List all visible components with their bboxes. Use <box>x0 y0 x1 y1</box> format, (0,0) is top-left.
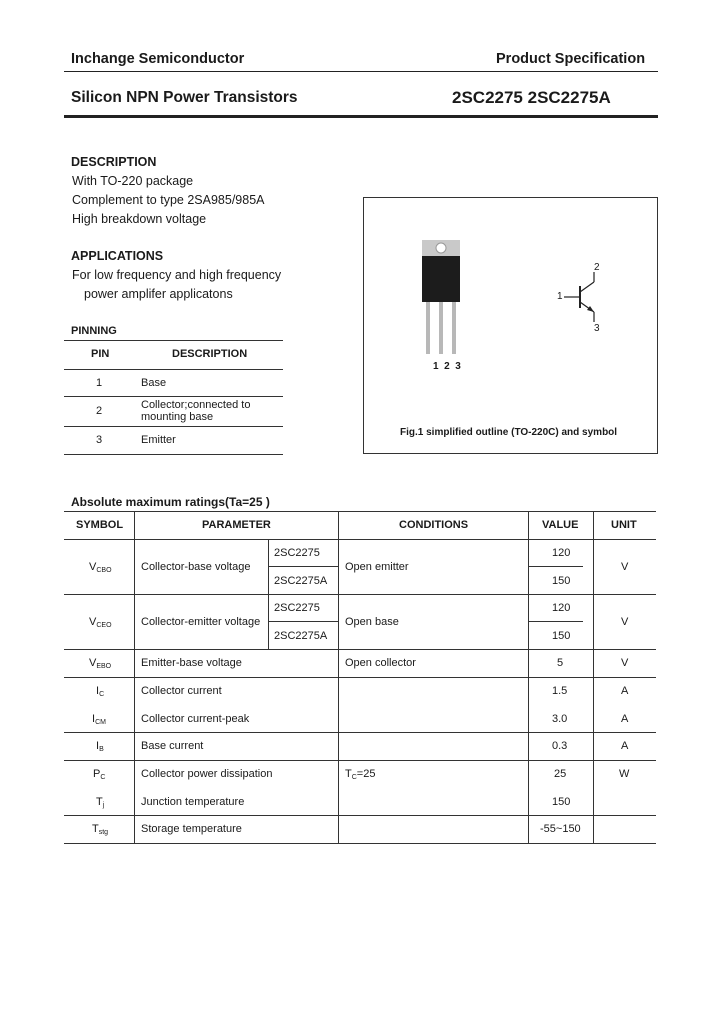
ratings-rule <box>528 566 583 567</box>
pin-description: Base <box>141 377 167 389</box>
pinning-rule <box>64 340 283 341</box>
value-cell: 3.0 <box>552 713 568 725</box>
parameter-cell: Collector current-peak <box>141 713 250 725</box>
part-numbers: 2SC2275 2SC2275A <box>452 88 611 107</box>
value-cell: 150 <box>552 575 571 587</box>
pinning-header-desc: DESCRIPTION <box>172 348 248 360</box>
unit-cell: A <box>621 713 629 725</box>
applications-title: APPLICATIONS <box>71 249 164 263</box>
applications-line: For low frequency and high frequency <box>72 268 282 282</box>
ratings-rule <box>64 843 656 844</box>
symbol-base-label: 1 <box>557 291 563 302</box>
description-title: DESCRIPTION <box>71 155 157 169</box>
conditions-cell: Open emitter <box>345 561 409 573</box>
ratings-rule <box>64 677 656 678</box>
description-item: Complement to type 2SA985/985A <box>72 193 265 207</box>
variant-cell: 2SC2275 <box>274 547 320 559</box>
pinning-title: PINNING <box>71 325 117 337</box>
ratings-rule <box>64 539 656 540</box>
pinning-rule <box>64 369 283 370</box>
value-cell: 150 <box>552 796 571 808</box>
ratings-col-rule <box>528 511 529 843</box>
value-cell: 0.3 <box>552 740 568 752</box>
parameter-cell: Collector current <box>141 685 222 697</box>
ratings-col-rule <box>338 511 339 843</box>
company-name: Inchange Semiconductor <box>71 51 245 67</box>
symbol-cell: $V_{CEO}$ <box>89 616 112 629</box>
description-item: With TO-220 package <box>72 174 194 188</box>
unit-cell: W <box>619 768 630 780</box>
figure-caption: Fig.1 simplified outline (TO-220C) and symbol <box>400 427 618 438</box>
value-cell: 120 <box>552 602 571 614</box>
header-rule-bottom <box>64 115 658 118</box>
value-cell: -55~150 <box>540 823 581 835</box>
symbol-emitter-label: 3 <box>594 323 600 334</box>
symbol-cell: $I_{CM}$ <box>92 713 106 726</box>
parameter-cell: Collector power dissipation <box>141 768 273 780</box>
ratings-rule <box>64 760 656 761</box>
doc-type: Product Specification <box>496 51 646 67</box>
figure-box <box>363 197 658 454</box>
pinning-rule <box>64 454 283 455</box>
pin-description: Emitter <box>141 434 176 446</box>
conditions-cell: Open collector <box>345 657 416 669</box>
symbol-cell: $P_C$ <box>93 768 106 781</box>
parameter-cell: Junction temperature <box>141 796 245 808</box>
ratings-rule <box>64 815 656 816</box>
symbol-cell: $V_{CBO}$ <box>89 561 112 574</box>
ratings-rule <box>64 649 656 650</box>
ratings-col-rule <box>268 539 269 649</box>
pin-description-cont: mounting base <box>141 411 214 423</box>
ratings-header-symbol: SYMBOL <box>76 519 124 531</box>
ratings-header-value: VALUE <box>542 519 579 531</box>
ratings-rule <box>64 732 656 733</box>
ratings-header-conditions: CONDITIONS <box>399 519 469 531</box>
unit-cell: A <box>621 685 629 697</box>
pin-description: Collector;connected to <box>141 399 251 411</box>
variant-cell: 2SC2275A <box>274 630 328 642</box>
unit-cell: V <box>621 657 629 669</box>
parameter-cell: Base current <box>141 740 204 752</box>
conditions-cell: $T_C=25$ <box>345 768 376 781</box>
symbol-cell: $T_j$ <box>96 796 105 809</box>
symbol-collector-label: 2 <box>594 262 600 273</box>
symbol-cell: $I_C$ <box>96 685 105 698</box>
symbol-cell: $V_{EBO}$ <box>89 657 112 670</box>
pin-number: 3 <box>96 434 103 446</box>
ratings-col-rule <box>593 511 594 843</box>
ratings-header-unit: UNIT <box>611 519 637 531</box>
pinning-rule <box>64 426 283 427</box>
pinning-rule <box>64 396 283 397</box>
ratings-rule <box>64 511 656 512</box>
description-item: High breakdown voltage <box>72 212 207 226</box>
ratings-header-parameter: PARAMETER <box>202 519 271 531</box>
applications-line: power amplifer applicatons <box>84 287 233 301</box>
parameter-cell: Collector-base voltage <box>141 561 251 573</box>
header-rule-top <box>64 71 658 72</box>
ratings-rule <box>268 566 338 567</box>
unit-cell: V <box>621 616 629 628</box>
ratings-rule <box>64 594 656 595</box>
pin-numbers-label: 1 2 3 <box>433 361 461 372</box>
unit-cell: V <box>621 561 629 573</box>
value-cell: 120 <box>552 547 571 559</box>
value-cell: 150 <box>552 630 571 642</box>
value-cell: 25 <box>554 768 567 780</box>
parameter-cell: Storage temperature <box>141 823 242 835</box>
variant-cell: 2SC2275A <box>274 575 328 587</box>
conditions-cell: Open base <box>345 616 399 628</box>
ratings-rule <box>528 621 583 622</box>
pin-number: 2 <box>96 405 103 417</box>
variant-cell: 2SC2275 <box>274 602 320 614</box>
product-line: Silicon NPN Power Transistors <box>71 89 298 106</box>
to220-package-image <box>416 236 476 358</box>
symbol-cell: $I_B$ <box>96 740 104 753</box>
parameter-cell: Collector-emitter voltage <box>141 616 261 628</box>
parameter-cell: Emitter-base voltage <box>141 657 242 669</box>
value-cell: 5 <box>557 657 564 669</box>
symbol-cell: $T_{stg}$ <box>92 823 109 836</box>
ratings-title: Absolute maximum ratings(Ta=25 ) <box>71 495 270 509</box>
value-cell: 1.5 <box>552 685 568 697</box>
pinning-header-pin: PIN <box>91 348 110 360</box>
unit-cell: A <box>621 740 629 752</box>
ratings-rule <box>268 621 338 622</box>
pin-number: 1 <box>96 377 103 389</box>
ratings-col-rule <box>134 511 135 843</box>
